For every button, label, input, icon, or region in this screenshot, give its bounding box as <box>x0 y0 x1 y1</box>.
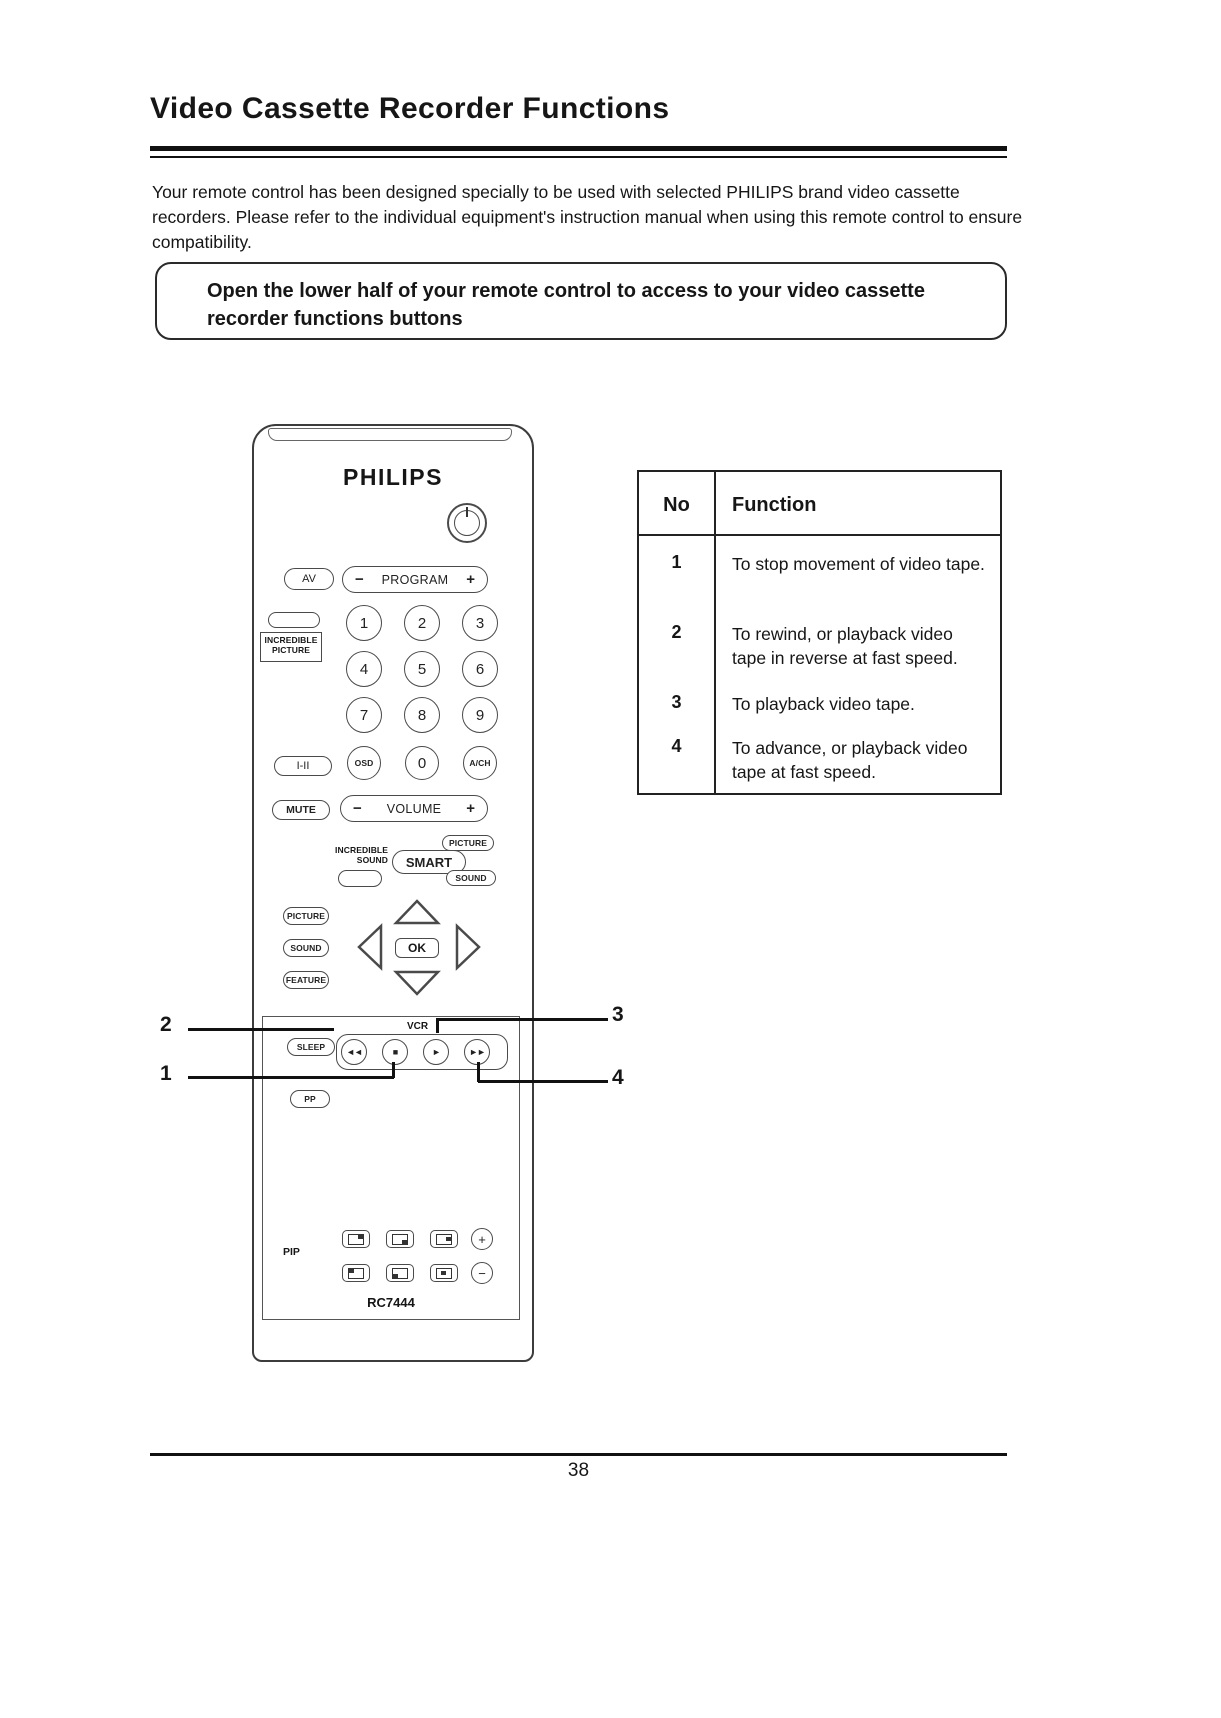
digit-button-9: 9 <box>462 697 498 733</box>
vcr-label: VCR <box>404 1021 431 1032</box>
stop-button: ■ <box>382 1039 408 1065</box>
incredible-picture-label: INCREDIBLE PICTURE <box>260 632 322 662</box>
title-rule-thin <box>150 156 1007 158</box>
volume-plus: + <box>466 800 475 817</box>
table-row-1-no: 1 <box>671 552 682 572</box>
table-row-4-no: 4 <box>671 736 682 756</box>
program-label: PROGRAM <box>381 572 449 587</box>
callout-2-line <box>188 1028 334 1031</box>
pip-button-3 <box>430 1230 458 1248</box>
ok-button: OK <box>395 938 439 958</box>
callout-3-line <box>437 1018 608 1021</box>
nav-right-icon <box>454 923 482 971</box>
pip-button-1 <box>342 1230 370 1248</box>
nav-left-icon <box>356 923 384 971</box>
pip-minus-button: − <box>471 1262 493 1284</box>
table-row-2-no: 2 <box>671 622 682 642</box>
program-rocker <box>342 566 488 593</box>
note-text: Open the lower half of your remote control to access to your video cassette recorder functions buttons <box>207 280 925 330</box>
feature-button: FEATURE <box>283 971 329 989</box>
digit-button-5: 5 <box>404 651 440 687</box>
pip-icon-1 <box>348 1234 364 1245</box>
incredible-picture-button <box>268 612 320 628</box>
digit-button-1: 1 <box>346 605 382 641</box>
callout-4-line <box>478 1080 608 1083</box>
smart-button: SMART <box>392 850 466 874</box>
pip-button-6 <box>430 1264 458 1282</box>
callout-4: 4 <box>612 1066 624 1089</box>
footer-rule <box>150 1453 1007 1456</box>
sound-button: SOUND <box>283 939 329 957</box>
pip-button-5 <box>386 1264 414 1282</box>
pip-icon-3 <box>436 1234 452 1245</box>
remote-control <box>252 424 534 1362</box>
digit-button-2: 2 <box>404 605 440 641</box>
model-label: RC7444 <box>367 1295 415 1310</box>
philips-logo: PHILIPS <box>343 464 443 490</box>
pip-plus-button: + <box>471 1228 493 1250</box>
zero-button: 0 <box>405 746 439 780</box>
nav-down-icon <box>393 969 441 997</box>
digit-button-8: 8 <box>404 697 440 733</box>
table-header-divider <box>639 534 1000 536</box>
table-row-4-text: To advance, or playback video tape at fast speed. <box>732 738 968 783</box>
callout-1-connector <box>392 1062 395 1078</box>
pip-label: PIP <box>283 1246 300 1258</box>
pip-button-4 <box>342 1264 370 1282</box>
pip-icon-4 <box>348 1268 364 1279</box>
title-rule-thick <box>150 146 1007 151</box>
digit-button-4: 4 <box>346 651 382 687</box>
table-header-function: Function <box>732 494 817 516</box>
pip-button-2 <box>386 1230 414 1248</box>
table-row-1-text: To stop movement of video tape. <box>732 554 985 574</box>
rewind-button: ◄◄ <box>341 1039 367 1065</box>
callout-1: 1 <box>160 1062 172 1085</box>
functions-table <box>637 470 1002 795</box>
mute-button: MUTE <box>272 800 330 820</box>
page-number: 38 <box>567 1460 590 1481</box>
smart-picture-button: PICTURE <box>442 835 494 851</box>
program-minus: − <box>355 571 364 588</box>
digit-button-7: 7 <box>346 697 382 733</box>
nav-up-icon <box>393 898 441 926</box>
callout-4-connector <box>477 1062 480 1082</box>
power-icon <box>454 510 480 536</box>
intro-paragraph: Your remote control has been designed specially to be used with selected PHILIPS brand video cassette recorders. Please refer to the individual equipment's instruction manual when using this remote control to ensure compatibility. <box>152 182 1023 253</box>
smart-sound-button: SOUND <box>446 870 496 886</box>
volume-minus: − <box>353 800 362 817</box>
volume-rocker <box>340 795 488 822</box>
table-row-3-no: 3 <box>671 692 682 712</box>
pip-icon-5 <box>392 1268 408 1279</box>
program-plus: + <box>466 571 475 588</box>
table-header-no: No <box>663 494 690 516</box>
fast-forward-button: ►► <box>464 1039 490 1065</box>
sleep-button: SLEEP <box>287 1038 335 1056</box>
pip-icon-2 <box>392 1234 408 1245</box>
table-row-2-text: To rewind, or playback video tape in reverse at fast speed. <box>732 624 958 669</box>
incredible-sound-label: INCREDIBLE SOUND <box>335 845 388 865</box>
digit-button-6: 6 <box>462 651 498 687</box>
play-button: ► <box>423 1039 449 1065</box>
volume-label: VOLUME <box>386 801 442 816</box>
osd-button: OSD <box>347 746 381 780</box>
pip-icon-6 <box>436 1268 452 1279</box>
callout-2: 2 <box>160 1013 172 1036</box>
picture-button: PICTURE <box>283 907 329 925</box>
pp-button: PP <box>290 1090 330 1108</box>
dual-sound-button: I-II <box>274 756 332 776</box>
incredible-sound-button <box>338 870 382 887</box>
digit-button-3: 3 <box>462 605 498 641</box>
ach-button: A/CH <box>463 746 497 780</box>
callout-1-line <box>188 1076 394 1079</box>
power-button <box>447 503 487 543</box>
note-box <box>155 262 1007 340</box>
callout-3: 3 <box>612 1003 624 1026</box>
callout-3-connector <box>436 1018 439 1033</box>
page-title: Video Cassette Recorder Functions <box>150 92 670 125</box>
table-column-divider <box>714 472 716 793</box>
av-button: AV <box>284 568 334 590</box>
table-row-3-text: To playback video tape. <box>732 694 915 714</box>
remote-top-tab <box>268 428 512 441</box>
